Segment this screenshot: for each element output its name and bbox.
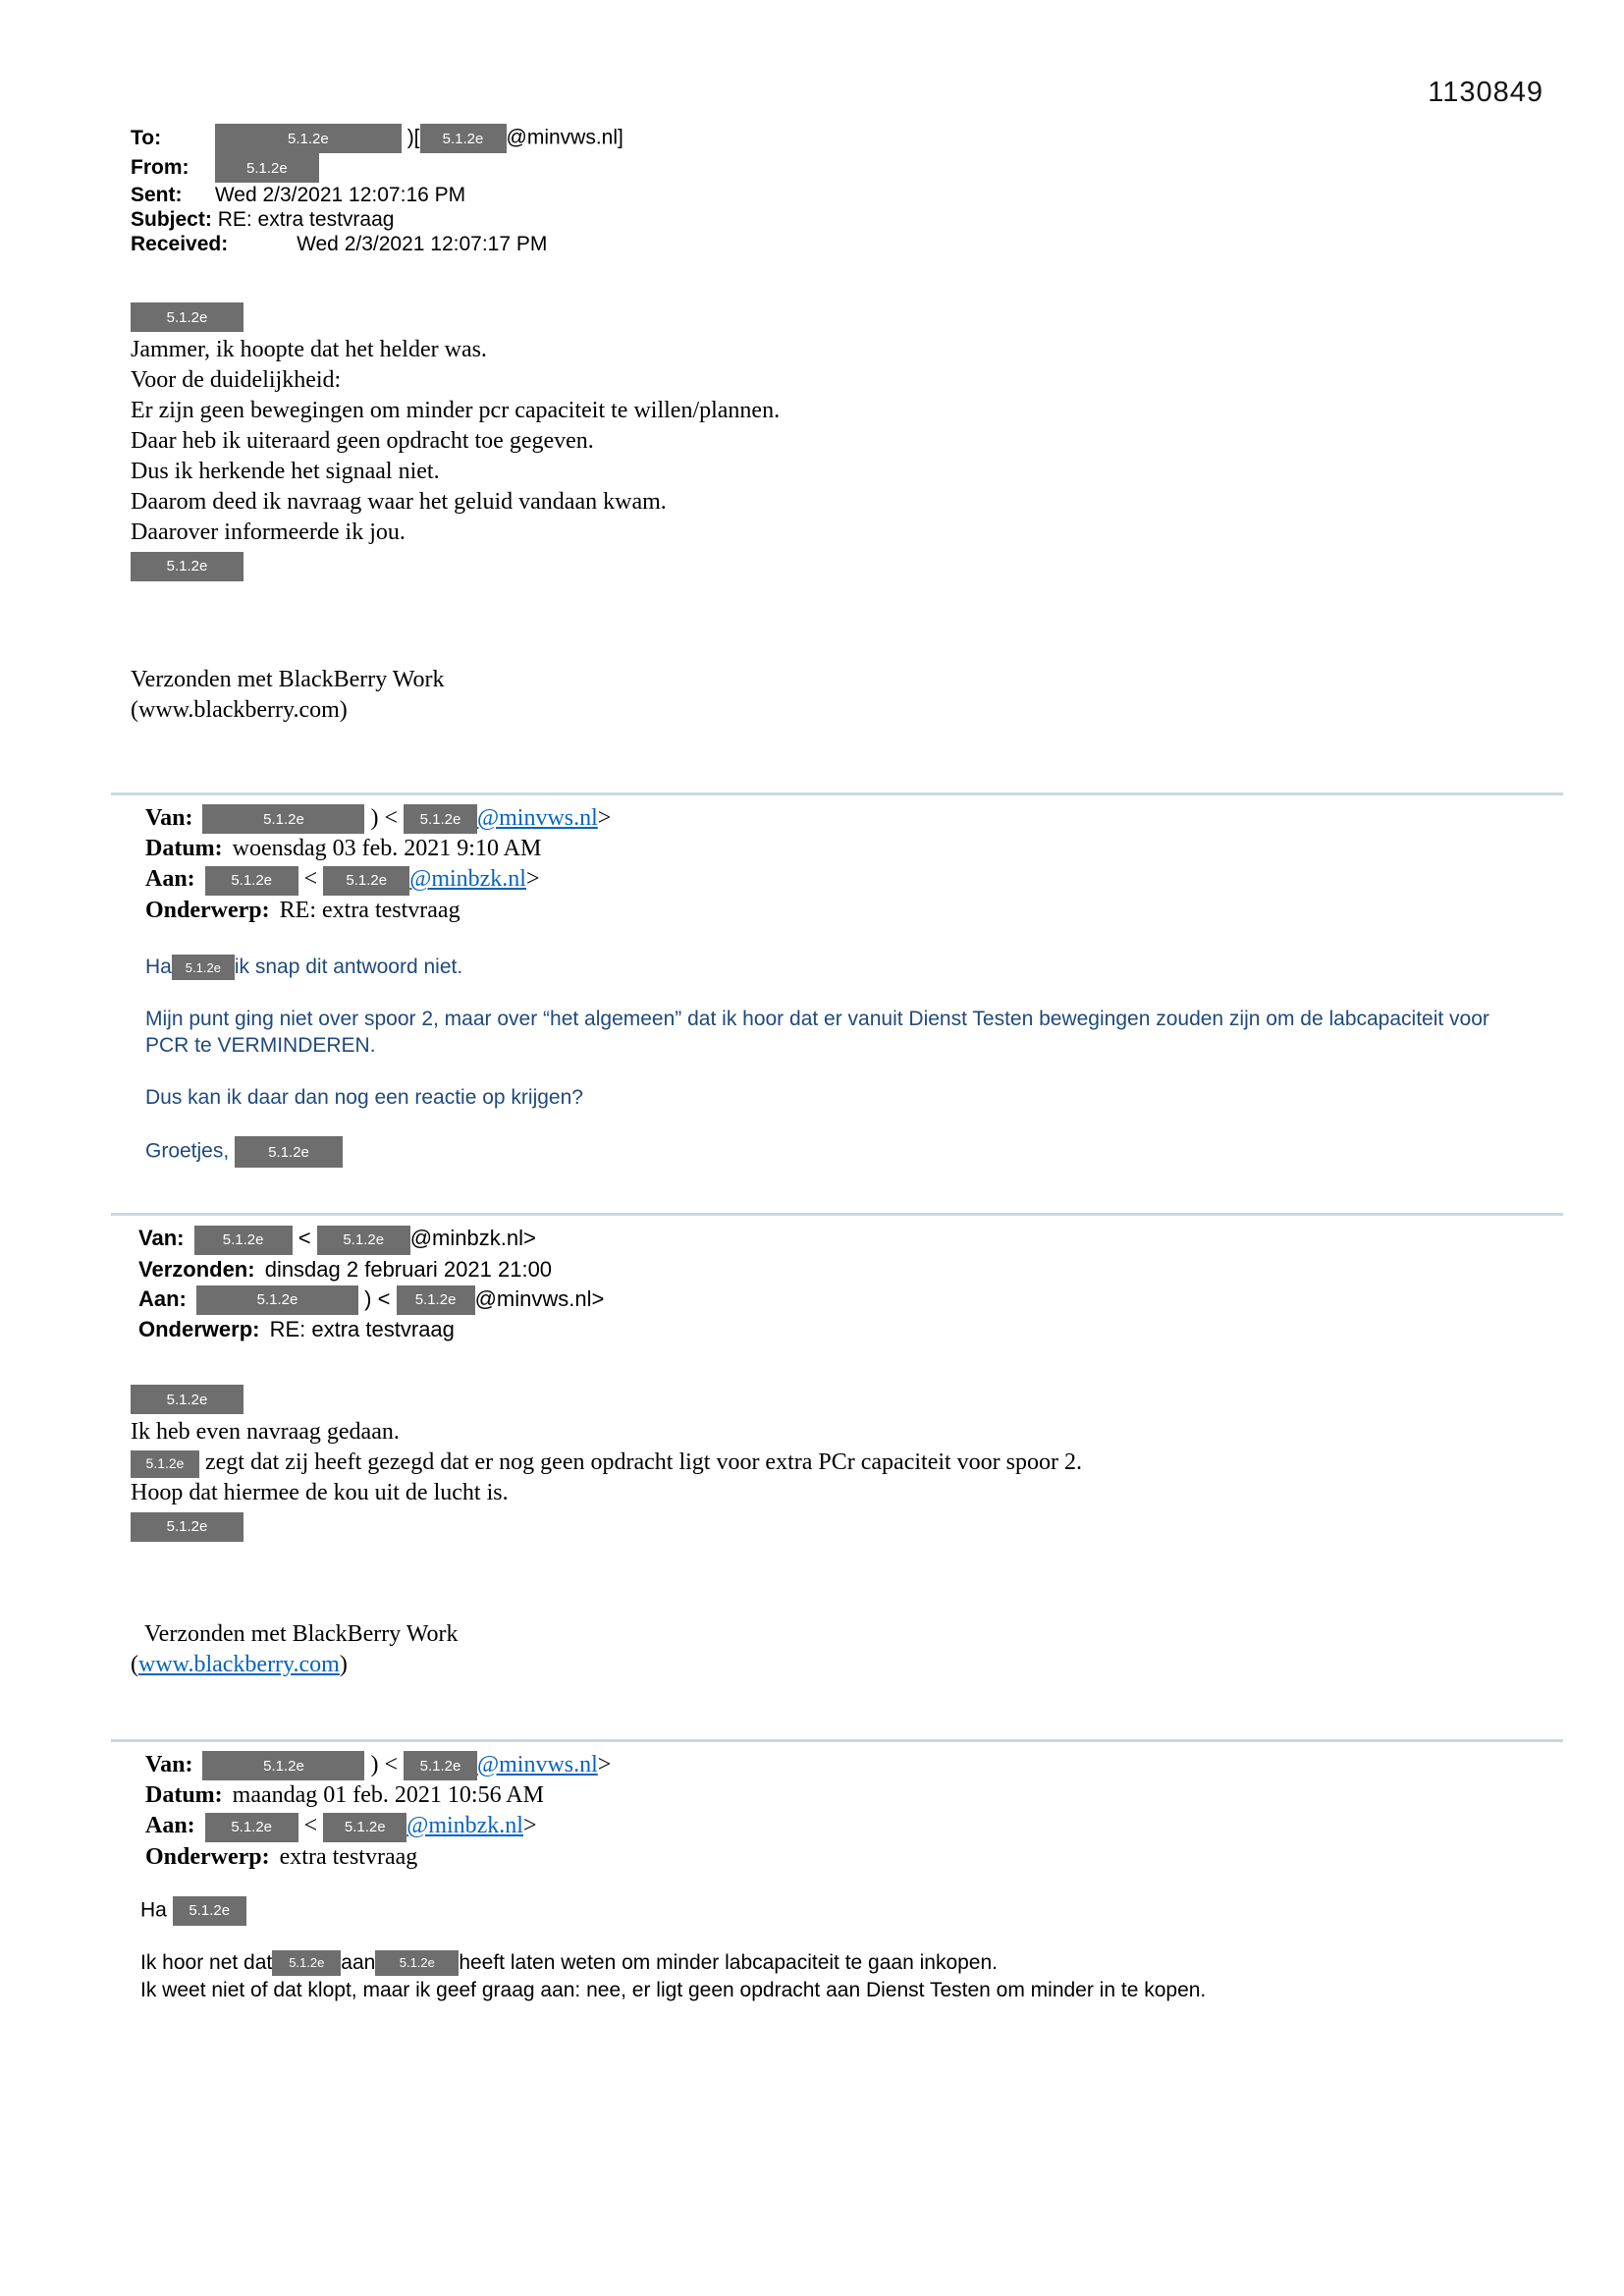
redaction-box: 5.1.2e [131, 1450, 199, 1478]
redaction-box: 5.1.2e [215, 124, 402, 153]
from-label: From: [131, 155, 189, 179]
aan-label: Aan: [145, 866, 195, 893]
message-4 [140, 1896, 1563, 2004]
redaction-box: 5.1.2e [323, 1813, 406, 1842]
verzonden-row [138, 1255, 1563, 1285]
van-row [138, 1224, 1563, 1254]
sent-label: Sent: [131, 184, 183, 206]
blackberry-signature-1 [131, 665, 1563, 726]
datum-value: maandag 01 feb. 2021 10:56 AM [232, 1782, 544, 1809]
quoted-header-1 [145, 803, 1563, 926]
message-line [131, 1448, 1563, 1478]
received-label: Received: [131, 233, 229, 255]
message-line: Ik weet niet of dat klopt, maar ik geef graag aan: nee, er ligt geen opdracht aan Dienst Testen om minder in te kopen. [140, 1978, 1207, 2001]
onderwerp-row [145, 1842, 1563, 1873]
to-separator: )[ [406, 126, 420, 149]
redaction-box: 5.1.2e [272, 1950, 341, 1976]
reply-separator [111, 793, 1563, 795]
van-row [145, 1750, 1563, 1780]
redaction-box: 5.1.2e [205, 866, 298, 896]
aan-separator: < [303, 1813, 318, 1839]
subject-label: Subject: [131, 208, 212, 231]
message-line: Daarom deed ik navraag waar het geluid vandaan kwam. [131, 489, 667, 516]
aan-row [138, 1285, 1563, 1315]
van-separator: < [298, 1226, 311, 1251]
onderwerp-value: RE: extra testvraag [269, 1316, 455, 1341]
closing-prefix: Groetjes, [145, 1139, 230, 1163]
aan-separator: < [303, 866, 318, 893]
redaction-box: 5.1.2e [131, 552, 244, 581]
blackberry-link[interactable]: www.blackberry.com [138, 1651, 340, 1677]
aan-row [145, 1811, 1563, 1841]
header-received-row [131, 232, 1563, 256]
message-1 [131, 300, 1563, 584]
document-number: 1130849 [1428, 77, 1543, 108]
datum-value: woensdag 03 feb. 2021 9:10 AM [232, 836, 542, 862]
verzonden-label: Verzonden: [138, 1256, 255, 1282]
aan-label: Aan: [138, 1285, 187, 1311]
header-subject-row [131, 207, 1563, 232]
paragraph: Dus kan ik daar dan nog een reactie op krijgen? [145, 1086, 583, 1110]
signature-line: (www.blackberry.com) [131, 696, 348, 723]
onderwerp-row [145, 896, 1563, 926]
aan-domain: @minvws.nl> [474, 1285, 605, 1311]
document-content [131, 124, 1563, 2004]
redaction-box: 5.1.2e [317, 1226, 410, 1255]
minbzk-email-link[interactable]: @minbzk.nl [409, 866, 526, 893]
line-part: aan [341, 1950, 376, 1974]
redaction-box: 5.1.2e [196, 1285, 358, 1315]
subject-value: RE: extra testvraag [217, 208, 395, 231]
greeting-line [140, 1896, 1563, 1926]
onderwerp-value: extra testvraag [279, 1843, 418, 1870]
redaction-box: 5.1.2e [235, 1136, 343, 1168]
greeting-line [145, 954, 1530, 980]
signature-line [131, 1650, 1563, 1680]
close-paren: ) [339, 1651, 348, 1677]
minvws-email-link[interactable]: @minvws.nl [477, 804, 598, 831]
redaction-box: 5.1.2e [420, 124, 507, 153]
greeting-suffix: ik snap dit antwoord niet. [234, 955, 463, 978]
redaction-box: 5.1.2e [173, 1896, 246, 1926]
redaction-box: 5.1.2e [215, 153, 319, 183]
van-separator: ) < [370, 1751, 398, 1777]
datum-row [145, 1780, 1563, 1811]
greeting-prefix: Ha [145, 955, 172, 978]
minvws-email-link[interactable]: @minvws.nl [477, 1751, 598, 1777]
aan-separator: ) < [364, 1285, 391, 1311]
van-label: Van: [145, 1751, 193, 1777]
message-3 [131, 1382, 1563, 1545]
signature-line: Verzonden met BlackBerry Work [144, 1620, 459, 1647]
signature-line: Verzonden met BlackBerry Work [131, 666, 445, 692]
van-domain: @minbzk.nl> [409, 1226, 536, 1251]
datum-label: Datum: [145, 1782, 223, 1809]
line-part: Ik hoor net dat [140, 1950, 273, 1974]
onderwerp-label: Onderwerp: [145, 897, 270, 923]
redaction-box: 5.1.2e [131, 302, 244, 332]
paragraph: Mijn punt ging niet over spoor 2, maar over “het algemeen” dat ik hoor dat er vanuit Dienst Testen bewegingen zouden zijn om de labcapaciteit voor PCR te VERMINDEREN. [145, 1008, 1489, 1058]
redaction-box: 5.1.2e [172, 955, 235, 980]
message-line: Voor de duidelijkheid: [131, 367, 342, 394]
open-paren: ( [131, 1651, 138, 1677]
message-line [140, 1949, 1563, 1977]
redaction-box: 5.1.2e [375, 1950, 459, 1976]
message-line: Jammer, ik hoopte dat het helder was. [131, 337, 487, 363]
redaction-line [131, 1508, 1563, 1544]
aan-label: Aan: [145, 1813, 195, 1839]
aan-close: > [522, 1813, 537, 1839]
message-line: Daar heb ik uiteraard geen opdracht toe gegeven. [131, 428, 594, 455]
reply-separator [111, 1213, 1563, 1216]
redaction-line [131, 548, 1563, 583]
redaction-box: 5.1.2e [404, 1751, 477, 1780]
van-close: > [597, 1751, 612, 1777]
line-suffix: zegt dat zij heeft gezegd dat er nog geen opdracht ligt voor extra PCr capaciteit voor spoor 2. [205, 1449, 1083, 1476]
redaction-line [131, 1382, 1563, 1417]
sent-value: Wed 2/3/2021 12:07:16 PM [214, 184, 466, 206]
redaction-box: 5.1.2e [397, 1285, 475, 1315]
redaction-box: 5.1.2e [194, 1226, 293, 1255]
reply-separator [111, 1739, 1563, 1742]
to-label: To: [131, 126, 162, 149]
quoted-header-3 [145, 1750, 1563, 1873]
onderwerp-label: Onderwerp: [145, 1843, 270, 1870]
redaction-box: 5.1.2e [131, 1385, 244, 1414]
van-label: Van: [145, 804, 193, 831]
aan-row [145, 864, 1563, 895]
onderwerp-row [138, 1315, 1563, 1344]
redaction-line [131, 300, 1563, 335]
to-domain: @minvws.nl] [506, 126, 623, 149]
closing-line [145, 1136, 1563, 1168]
onderwerp-label: Onderwerp: [138, 1316, 260, 1341]
message-line: Ik heb even navraag gedaan. [131, 1419, 400, 1446]
verzonden-value: dinsdag 2 februari 2021 21:00 [264, 1256, 553, 1282]
message-line: Hoop dat hiermee de kou uit de lucht is. [131, 1480, 509, 1506]
minbzk-email-link[interactable]: @minbzk.nl [406, 1813, 523, 1839]
redaction-box: 5.1.2e [131, 1512, 244, 1542]
redaction-box: 5.1.2e [202, 804, 364, 834]
blackberry-signature-2 [131, 1619, 1563, 1680]
redaction-box: 5.1.2e [202, 1751, 364, 1780]
onderwerp-value: RE: extra testvraag [279, 897, 460, 923]
van-close: > [597, 804, 612, 831]
van-separator: ) < [370, 804, 398, 831]
van-row [145, 803, 1563, 834]
redaction-box: 5.1.2e [404, 804, 477, 834]
header-to-row [131, 124, 1563, 153]
message-2-blue [145, 954, 1563, 1168]
redaction-box: 5.1.2e [323, 866, 409, 896]
greeting-prefix: Ha [140, 1898, 167, 1922]
received-value: Wed 2/3/2021 12:07:17 PM [297, 233, 548, 255]
spacer [140, 1926, 1563, 1949]
redaction-box: 5.1.2e [205, 1813, 298, 1842]
message-line: Er zijn geen bewegingen om minder pcr capaciteit te willen/plannen. [131, 398, 781, 424]
header-sent-row [131, 183, 1563, 207]
datum-row [145, 834, 1563, 864]
datum-label: Datum: [145, 836, 223, 862]
line-part: heeft laten weten om minder labcapaciteit te gaan inkopen. [459, 1950, 998, 1974]
message-line: Dus ik herkende het signaal niet. [131, 459, 440, 485]
header-from-row [131, 153, 1563, 183]
aan-close: > [525, 866, 540, 893]
quoted-header-2 [138, 1224, 1563, 1343]
email-header [131, 124, 1563, 256]
van-label: Van: [138, 1226, 185, 1251]
message-line: Daarover informeerde ik jou. [131, 519, 406, 546]
